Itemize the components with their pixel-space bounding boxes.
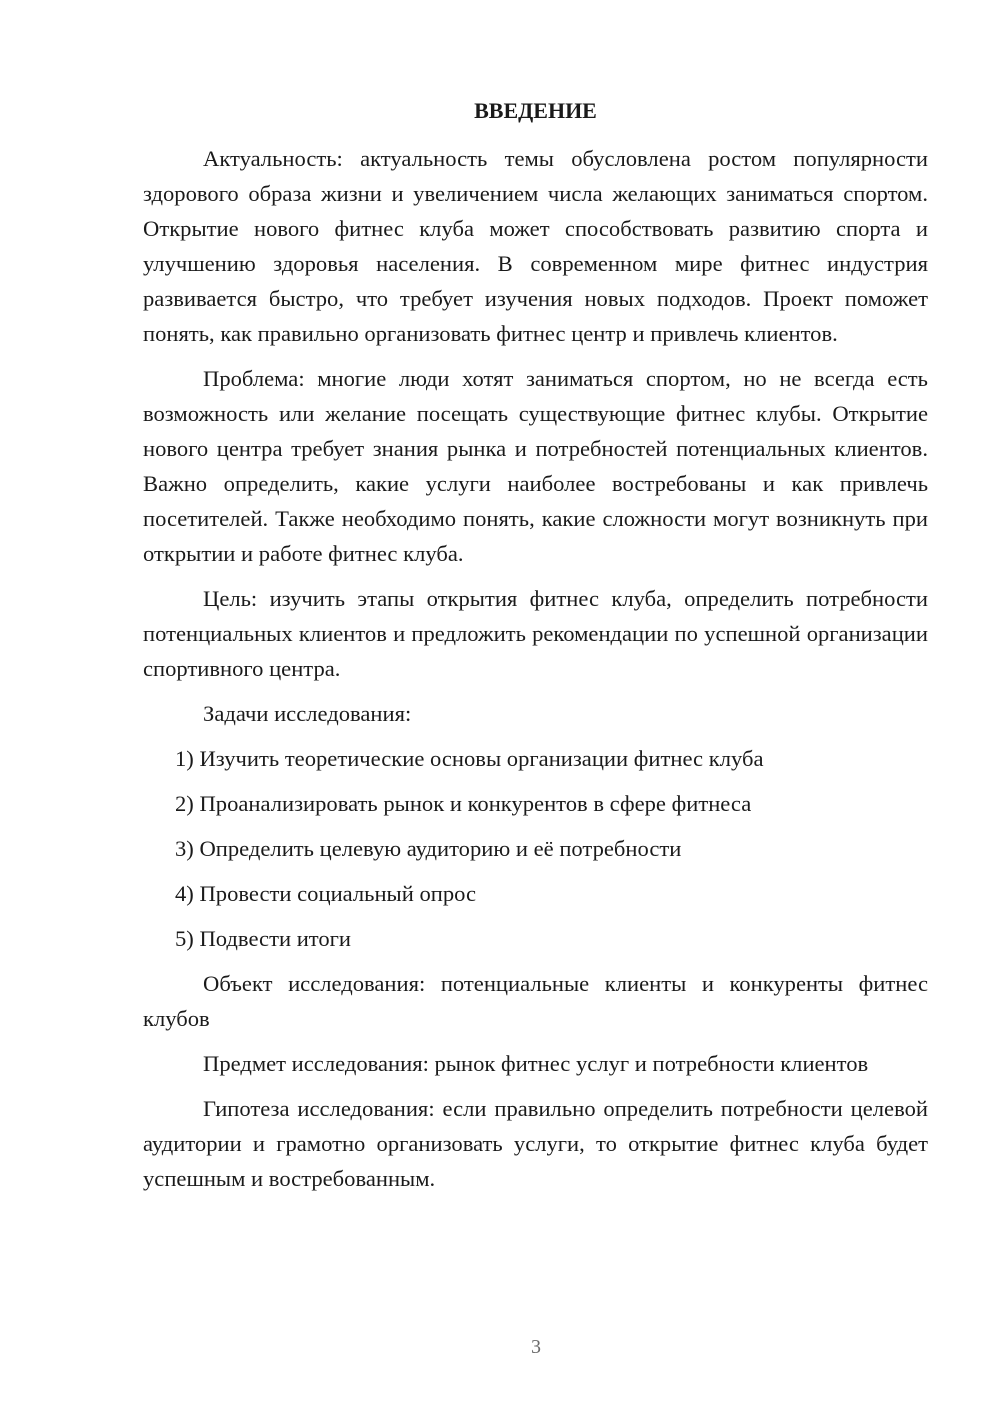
object-paragraph: Объект исследования: потенциальные клиенты и конкуренты фитнес клубов [143,971,928,1031]
tasks-title: Задачи исследования: [203,701,412,726]
task-item: 2) Проанализировать рынок и конкурентов в сфере фитнеса [175,791,752,816]
task-item: 3) Определить целевую аудиторию и её потребности [175,836,682,861]
problem-paragraph: Проблема: многие люди хотят заниматься спортом, но не всегда есть возможность или желание посещать существующие фитнес клубы. Открытие нового центра требует знания рынка и потребностей потенциальных клиентов. Важно определить, какие услуги наиболее востребованы и как привлечь посетителей. Также необходимо понять, какие сложности могут возникнуть при открытии и работе фитнес клуба. [143,366,928,566]
section-heading: ВВЕДЕНИЕ [474,98,597,123]
page-content [143,95,928,1206]
relevance-paragraph: Актуальность: актуальность темы обусловлена ростом популярности здорового образа жизни и увеличением числа желающих заниматься спортом. Открытие нового фитнес клуба может способствовать развитию спорта и улучшению здоровья населения. В современном мире фитнес индустрия развивается быстро, что требует изучения новых подходов. Проект поможет понять, как правильно организовать фитнес центр и привлечь клиентов. [143,146,928,346]
task-item: 4) Провести социальный опрос [175,881,477,906]
task-item: 5) Подвести итоги [175,926,352,951]
subject-paragraph: Предмет исследования: рынок фитнес услуг и потребности клиентов [203,1051,869,1076]
hypothesis-paragraph: Гипотеза исследования: если правильно определить потребности целевой аудитории и грамотно организовать услуги, то открытие фитнес клуба будет успешным и востребованным. [143,1096,928,1191]
task-list [143,741,928,956]
page-number: 3 [531,1336,541,1358]
goal-paragraph: Цель: изучить этапы открытия фитнес клуба, определить потребности потенциальных клиентов и предложить рекомендации по успешной организации спортивного центра. [143,586,928,681]
task-item: 1) Изучить теоретические основы организации фитнес клуба [175,746,764,771]
